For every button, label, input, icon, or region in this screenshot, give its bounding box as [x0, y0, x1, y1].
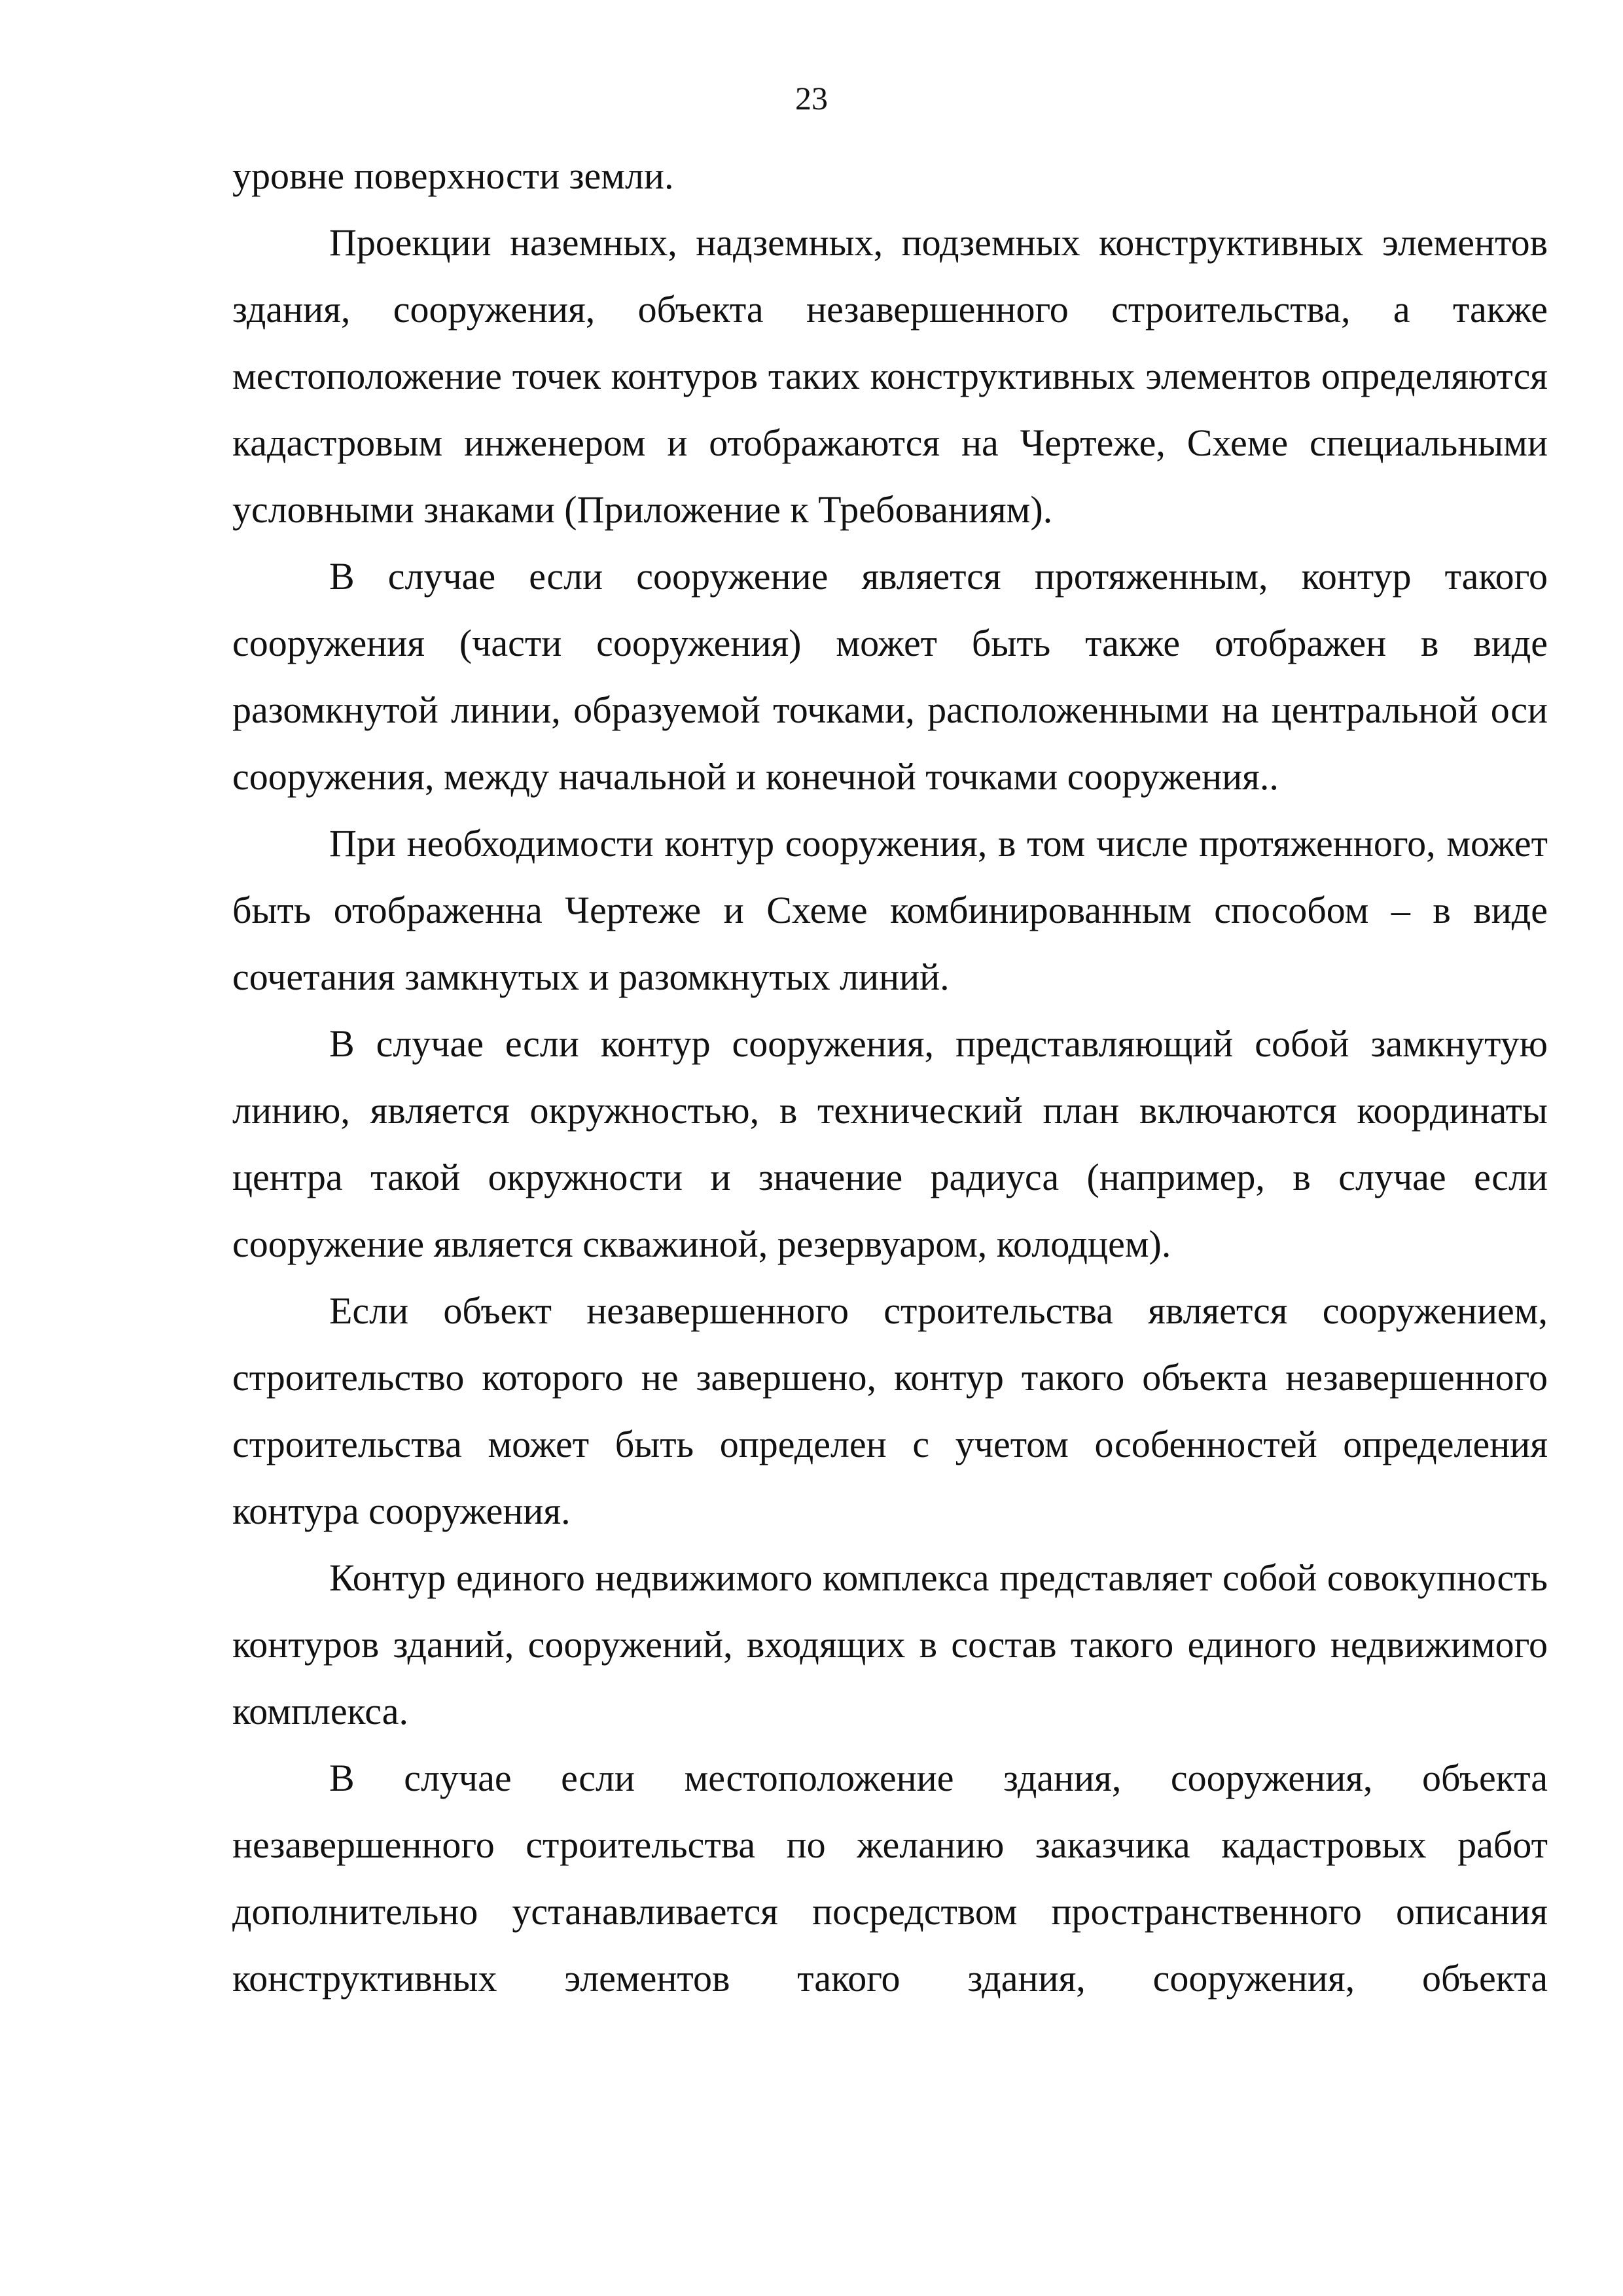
paragraph: Проекции наземных, надземных, подземных конструктивных элементов здания, сооружения, объекта незавершенного строительства, а также местоположение точек контуров таких конструктивных элементов определяются кадастровым инженером и отображаются на Чертеже, Схеме специальными условными знаками (Приложение к Требованиям).: [232, 221, 1548, 531]
paragraph: При необходимости контур сооружения, в том числе протяженного, может быть отображенна Чертеже и Схеме комбинированным способом – в виде сочетания замкнутых и разомкнутых линий.: [232, 822, 1548, 998]
paragraph: В случае если сооружение является протяженным, контур такого сооружения (части сооружения) может быть также отображен в виде разомкнутой линии, образуемой точками, расположенными на центральной оси сооружения, между начальной и конечной точками сооружения..: [232, 555, 1548, 798]
paragraph: В случае если контур сооружения, представляющий собой замкнутую линию, является окружностью, в технический план включаются координаты центра такой окружности и значение радиуса (например, в случае если сооружение является скважиной, резервуаром, колодцем).: [232, 1022, 1548, 1265]
page-number: 23: [795, 80, 828, 117]
paragraph: Контур единого недвижимого комплекса представляет собой совокупность контуров зданий, сооружений, входящих в состав такого единого недвижимого комплекса.: [232, 1556, 1548, 1732]
document-body: [232, 143, 1548, 2012]
paragraph-continuation: уровне поверхности земли.: [232, 154, 674, 197]
paragraph: В случае если местоположение здания, сооружения, объекта незавершенного строительства по желанию заказчика кадастровых работ дополнительно устанавливается посредством пространственного описания конструктивных элементов такого здания, сооружения, объекта: [232, 1757, 1548, 2000]
paragraph: Если объект незавершенного строительства является сооружением, строительство которого не завершено, контур такого объекта незавершенного строительства может быть определен с учетом особенностей определения контура сооружения.: [232, 1289, 1548, 1532]
